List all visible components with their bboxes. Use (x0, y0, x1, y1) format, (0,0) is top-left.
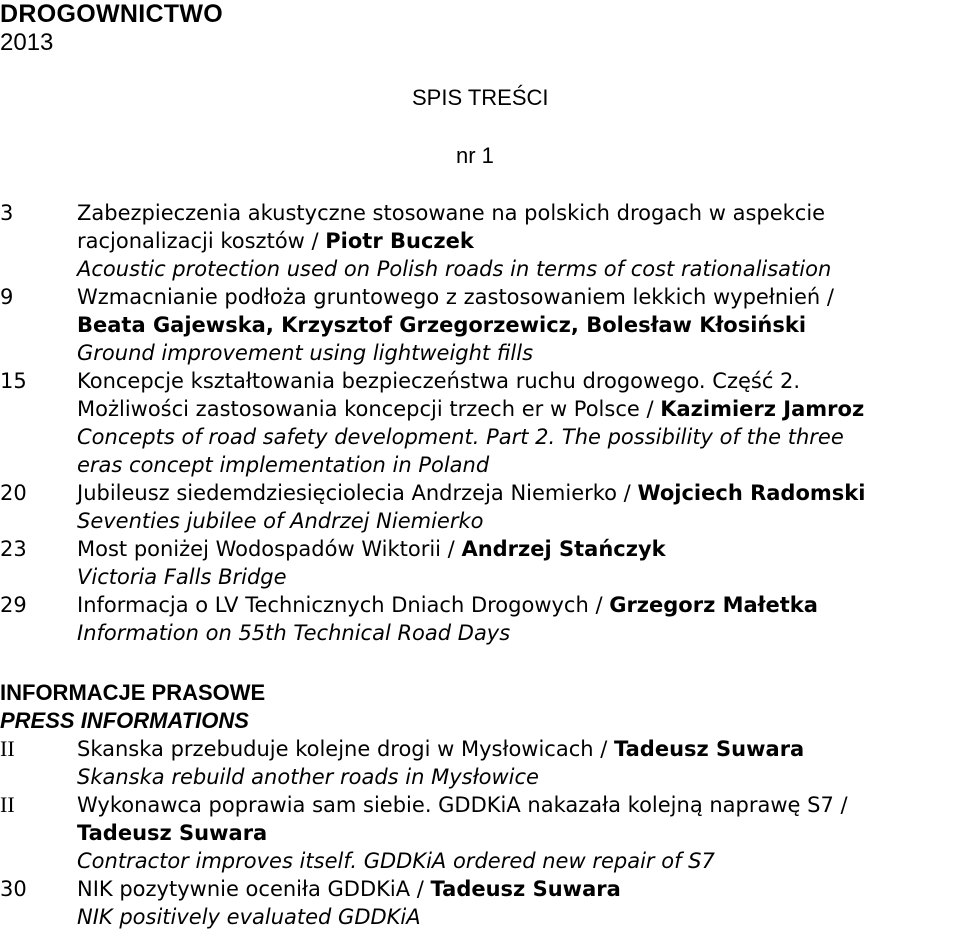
entry-translation: Concepts of road safety development. Part 2. The possibility of the three (77, 425, 844, 449)
entry-author: Tadeusz Suwara (430, 877, 621, 901)
entry-page-number: 20 (0, 481, 27, 505)
entry-translation: Information on 55th Technical Road Days (77, 621, 511, 645)
entry-author: Wojciech Radomski (637, 481, 866, 505)
entry-author: Tadeusz Suwara (614, 737, 805, 761)
toc-entry (0, 535, 960, 591)
press-section-subtitle: PRESS INFORMATIONS (0, 708, 249, 733)
toc-entries (0, 199, 960, 647)
entry-translation: Seventies jubilee of Andrzej Niemierko (77, 509, 484, 533)
magazine-header (0, 0, 223, 58)
entry-title-line (77, 395, 960, 423)
entry-page-number: II (0, 792, 15, 817)
toc-entry (0, 283, 960, 367)
entry-author: Beata Gajewska, Krzysztof Grzegorzewicz, Bolesław Kłosiński (77, 313, 807, 337)
toc-entry (0, 479, 960, 535)
entry-author: Grzegorz Małetka (609, 593, 818, 617)
entry-title-text: Jubileusz siedemdziesięciolecia Andrzeja Niemierko / (77, 481, 638, 505)
entry-title-line (77, 479, 960, 507)
press-section (0, 679, 960, 931)
entry-title-text: racjonalizacji kosztów / (77, 229, 326, 253)
entry-page-number: 30 (0, 877, 27, 901)
entry-title-line (77, 735, 960, 763)
entry-page-number: 29 (0, 593, 27, 617)
press-entry (0, 735, 960, 791)
entry-translation: NIK positively evaluated GDDKiA (77, 905, 421, 929)
entry-translation: Acoustic protection used on Polish roads in terms of cost rationalisation (77, 257, 832, 281)
entry-title-text: Możliwości zastosowania koncepcji trzech er w Polsce / (77, 397, 661, 421)
toc-entry (0, 199, 960, 283)
entry-page-number: 23 (0, 537, 27, 561)
entry-page-number: 9 (0, 285, 14, 309)
entry-title-text: Most poniżej Wodospadów Wiktorii / (77, 537, 462, 561)
entry-translation: Victoria Falls Bridge (77, 565, 287, 589)
entry-title-line (77, 875, 960, 903)
toc-title: SPIS TREŚCI (412, 85, 549, 110)
entry-title-line: Zabezpieczenia akustyczne stosowane na polskich drogach w aspekcie (77, 201, 826, 225)
entry-title-line: Wykonawca poprawia sam siebie. GDDKiA nakazała kolejną naprawę S7 / (77, 793, 848, 817)
entry-title-line: Wzmacnianie podłoża gruntowego z zastosowaniem lekkich wypełnień / (77, 285, 834, 309)
magazine-title: DROGOWNICTWO (0, 0, 224, 28)
entry-author: Andrzej Stańczyk (461, 537, 666, 561)
entry-title-line (77, 535, 960, 563)
entry-author: Kazimierz Jamroz (660, 397, 865, 421)
toc-entry (0, 591, 960, 647)
magazine-year: 2013 (0, 29, 54, 56)
press-section-title: INFORMACJE PRASOWE (0, 680, 266, 705)
entry-title-text: NIK pozytywnie oceniła GDDKiA / (77, 877, 431, 901)
entry-title-text: Skanska przebuduje kolejne drogi w Mysłowicach / (77, 737, 614, 761)
press-entry (0, 875, 960, 931)
entry-translation: Ground improvement using lightweight fills (77, 341, 534, 365)
entry-author: Tadeusz Suwara (77, 821, 268, 845)
entry-translation: Skanska rebuild another roads in Mysłowice (77, 765, 539, 789)
entry-title-text: Informacja o LV Technicznych Dniach Drogowych / (77, 593, 610, 617)
entry-page-number: 15 (0, 369, 27, 393)
entry-page-number: 3 (0, 201, 14, 225)
entry-translation: Contractor improves itself. GDDKiA ordered new repair of S7 (77, 849, 715, 873)
entry-title-line: Koncepcje kształtowania bezpieczeństwa ruchu drogowego. Część 2. (77, 369, 801, 393)
issue-number: nr 1 (456, 143, 494, 168)
entry-page-number: II (0, 736, 15, 761)
press-entry (0, 791, 960, 875)
toc-entry (0, 367, 960, 479)
entry-author: Piotr Buczek (325, 229, 474, 253)
entry-title-line (77, 227, 960, 255)
entry-translation: eras concept implementation in Poland (77, 453, 490, 477)
entry-title-line (77, 591, 960, 619)
